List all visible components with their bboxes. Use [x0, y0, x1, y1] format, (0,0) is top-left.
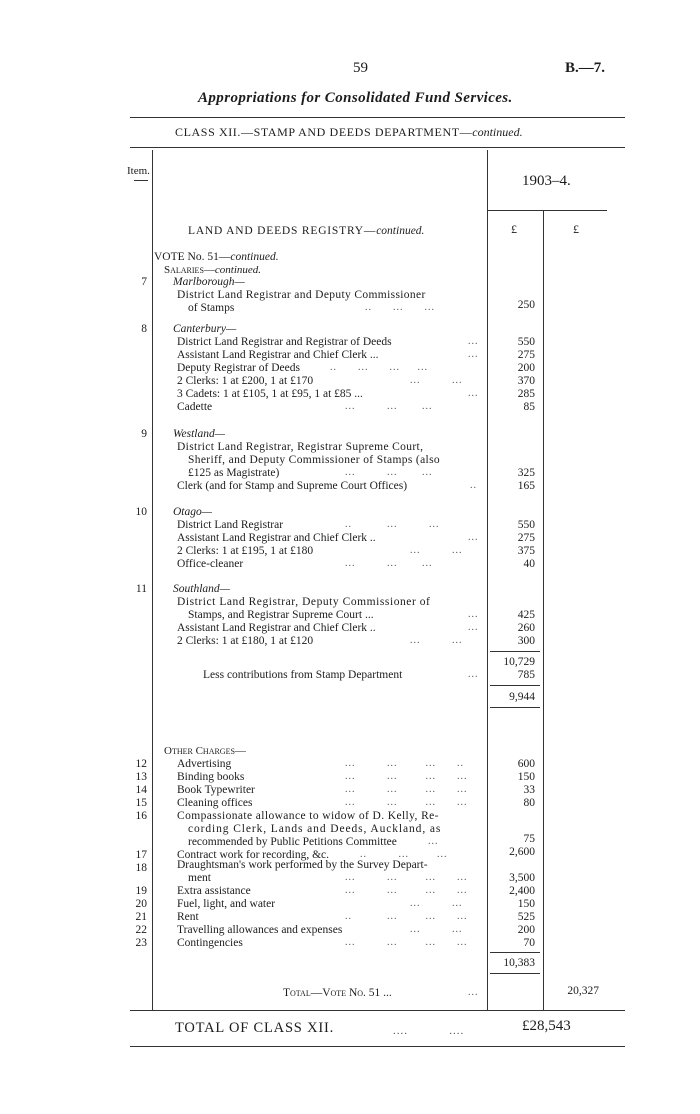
leader-dots: ... ... ... ... [345, 885, 468, 896]
amount: 70 [523, 937, 535, 949]
line-item-label: District Land Registrar and Deputy Commissioner [177, 289, 426, 301]
amount-mid-rule [543, 210, 544, 1010]
year-label: 1903–4. [522, 173, 571, 189]
leader-dots: ... ... [410, 898, 463, 909]
amount: 425 [517, 609, 535, 621]
vote-total-text: Total—Vote No. 51 ... [283, 987, 392, 999]
amount: 80 [523, 797, 535, 809]
line-item-label: Cleaning offices [177, 797, 253, 809]
class-heading [175, 125, 523, 140]
net-rule-bottom [490, 707, 540, 708]
section-heading-continued: continued. [376, 225, 425, 237]
line-item-label: Assistant Land Registrar and Chief Clerk .. [177, 622, 376, 634]
amount: 375 [517, 545, 535, 557]
class-total-amount: £28,543 [522, 1018, 571, 1034]
leader-dots: ... ... ... ... [345, 771, 468, 782]
line-item-label: Assistant Land Registrar and Chief Clerk ... [177, 349, 379, 361]
line-item-label: 2 Clerks: 1 at £200, 1 at £170 [177, 375, 314, 387]
leader-dots: ... ... [410, 924, 463, 935]
line-item-label: Clerk (and for Stamp and Supreme Court Offices) [177, 480, 408, 492]
vote-total-amount: 20,327 [567, 985, 599, 997]
item-number: 9 [141, 428, 147, 440]
line-item-label: £125 as Magistrate) [188, 467, 280, 479]
leader-dots: ... [468, 622, 479, 633]
page-number: 59 [353, 60, 368, 76]
item-number: 20 [135, 898, 147, 910]
year-rule [487, 210, 607, 211]
amount: 525 [517, 911, 535, 923]
line-item-label: Fuel, light, and water [177, 898, 276, 910]
region-otago: Otago— [173, 506, 212, 518]
line-item-label: Contingencies [177, 937, 243, 949]
item-number: 10 [135, 506, 147, 518]
amount: 200 [517, 924, 535, 936]
item-number: 8 [141, 323, 147, 335]
line-item-label: Office-cleaner [177, 558, 244, 570]
amount: 600 [517, 758, 535, 770]
line-item-label: 2 Clerks: 1 at £180, 1 at £120 [177, 635, 314, 647]
amount: 285 [517, 388, 535, 400]
amount: 165 [517, 480, 535, 492]
item-number: 15 [135, 797, 147, 809]
leader-dots: .. ... ... [345, 519, 440, 530]
amount: 85 [523, 401, 535, 413]
vote-label-text: VOTE No. 51— [154, 251, 231, 263]
amount: 150 [517, 771, 535, 783]
leader-dots: ... [468, 987, 479, 998]
leader-dots: ... ... [410, 635, 463, 646]
item-number: 12 [135, 758, 147, 770]
leader-dots: ... [468, 349, 479, 360]
currency-right: £ [573, 222, 579, 236]
item-number: 13 [135, 771, 147, 783]
item-number: 7 [141, 276, 147, 288]
amount: 250 [517, 299, 535, 311]
class-total-label: TOTAL OF CLASS XII. [175, 1020, 335, 1036]
table-bottom-rule [130, 1010, 625, 1011]
leader-dots: ... ... ... .. [345, 758, 464, 769]
amount: 200 [517, 362, 535, 374]
amount: 3,500 [509, 872, 535, 884]
item-column-label: Item. [127, 165, 150, 177]
item-number: 17 [135, 849, 147, 861]
line-item-label: Sheriff, and Deputy Commissioner of Stamps (also [188, 454, 440, 466]
other-charges-rule-bottom [490, 973, 540, 974]
other-charges-rule-top [490, 952, 540, 953]
item-number: 16 [135, 810, 147, 822]
line-item-label: District Land Registrar, Deputy Commissioner of [177, 596, 431, 608]
item-label-underline [134, 180, 148, 181]
leader-dots: ... ... ... ... [345, 872, 468, 883]
salaries-label-text: Salaries— [164, 264, 215, 276]
currency-left: £ [511, 222, 517, 236]
line-item-label: cording Clerk, Lands and Deeds, Auckland, as [188, 823, 442, 835]
leader-dots: ... ... ... ... [345, 784, 468, 795]
leader-dots: ... ... ... ... [345, 937, 468, 948]
region-canterbury: Canterbury— [173, 323, 237, 335]
line-item-label: 3 Cadets: 1 at £105, 1 at £95, 1 at £85 ... [177, 388, 363, 400]
amount: 550 [517, 519, 535, 531]
line-item-label: Book Typewriter [177, 784, 255, 796]
line-item-label: Cadette [177, 401, 213, 413]
class-heading-continued: continued. [472, 125, 523, 139]
line-item-label: Compassionate allowance to widow of D. Kelly, Re- [177, 810, 439, 822]
item-number: 11 [135, 583, 147, 595]
item-number: 22 [135, 924, 147, 936]
vote-total-label [283, 987, 392, 999]
salaries-net-total: 9,944 [509, 691, 535, 703]
amount: 275 [517, 532, 535, 544]
line-item-label: Advertising [177, 758, 232, 770]
amount: 75 [523, 833, 535, 845]
section-heading [188, 225, 424, 237]
amount: 550 [517, 336, 535, 348]
leader-dots: .... .... [393, 1025, 465, 1037]
salaries-label [164, 264, 261, 276]
vote-label [154, 251, 279, 263]
amount: 325 [517, 467, 535, 479]
leader-dots: ... ... ... [345, 467, 433, 478]
leader-dots: .. ... ... [365, 302, 435, 313]
line-item-label: of Stamps [188, 302, 235, 314]
leader-dots: ... [428, 836, 439, 847]
salaries-subtotal: 10,729 [503, 656, 535, 668]
line-item-label: Binding books [177, 771, 245, 783]
net-rule-top [490, 685, 540, 686]
item-number: 19 [135, 885, 147, 897]
leader-dots: ... [468, 388, 479, 399]
leader-dots: ... [468, 336, 479, 347]
leader-dots: ... ... [410, 375, 463, 386]
region-westland: Westland— [173, 428, 225, 440]
leader-dots: .. ... ... [360, 849, 448, 860]
other-charges-total: 10,383 [503, 957, 535, 969]
line-item-label: Draughtsman's work performed by the Survey Depart- [177, 859, 428, 871]
amount: 2,600 [509, 846, 535, 858]
line-item-label: District Land Registrar [177, 519, 284, 531]
amount: 260 [517, 622, 535, 634]
leader-dots: ... ... ... [345, 558, 433, 569]
line-item-label: Deputy Registrar of Deeds [177, 362, 300, 374]
line-item-label: Assistant Land Registrar and Chief Clerk .. [177, 532, 376, 544]
line-item-label: District Land Registrar and Registrar of Deeds [177, 336, 392, 348]
item-number: 14 [135, 784, 147, 796]
leader-dots: ... ... [410, 545, 463, 556]
line-item-label: Contract work for recording, &c. [177, 849, 330, 861]
amount: 2,400 [509, 885, 535, 897]
line-item-label: District Land Registrar, Registrar Supreme Court, [177, 441, 424, 453]
section-heading-text: LAND AND DEEDS REGISTRY— [188, 225, 377, 237]
item-number: 23 [135, 937, 147, 949]
amount: 150 [517, 898, 535, 910]
line-item-label: Travelling allowances and expenses [177, 924, 343, 936]
amount: 370 [517, 375, 535, 387]
item-column-rule [152, 150, 153, 1010]
amount: 33 [523, 784, 535, 796]
page-reference: B.—7. [565, 60, 606, 76]
region-southland: Southland— [173, 583, 230, 595]
leader-dots: ... ... ... ... [345, 797, 468, 808]
less-contributions-amount: 785 [517, 669, 535, 681]
region-marlborough: Marlborough— [173, 276, 245, 288]
line-item-label: Rent [177, 911, 199, 923]
leader-dots: .. [470, 480, 477, 491]
item-number: 21 [135, 911, 147, 923]
header-rule-bottom [130, 147, 625, 148]
salaries-label-continued: continued. [214, 264, 262, 276]
page-title: Appropriations for Consolidated Fund Services. [198, 90, 513, 106]
header-rule-top [130, 117, 625, 118]
item-number: 18 [135, 862, 147, 874]
amount: 40 [523, 558, 535, 570]
line-item-label: 2 Clerks: 1 at £195, 1 at £180 [177, 545, 314, 557]
line-item-label: recommended by Public Petitions Committee [188, 836, 397, 848]
leader-dots: .. ... ... ... [345, 911, 468, 922]
leader-dots: ... [468, 669, 479, 680]
other-charges-heading: Other Charges— [164, 745, 246, 757]
line-item-label: Stamps, and Registrar Supreme Court ... [188, 609, 374, 621]
line-item-label: ment [188, 872, 211, 884]
amount: 275 [517, 349, 535, 361]
page-bottom-rule [130, 1046, 625, 1047]
line-item-label: Extra assistance [177, 885, 251, 897]
leader-dots: ... [468, 609, 479, 620]
amount: 300 [517, 635, 535, 647]
class-heading-text: CLASS XII.—STAMP AND DEEDS DEPARTMENT— [175, 125, 473, 139]
less-contributions-label: Less contributions from Stamp Department [203, 669, 403, 681]
vote-label-continued: continued. [230, 251, 279, 263]
subtotal-rule [490, 651, 540, 652]
leader-dots: ... [468, 532, 479, 543]
leader-dots: .. ... ... ... [330, 362, 428, 373]
leader-dots: ... ... ... [345, 401, 433, 412]
